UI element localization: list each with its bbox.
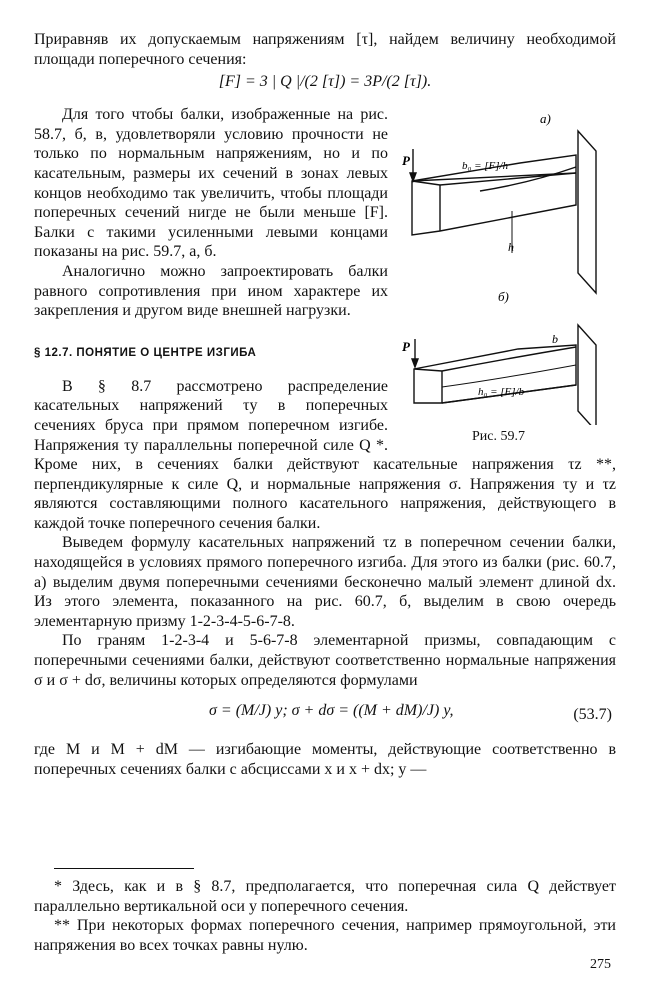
label-a: а) <box>540 111 551 127</box>
intro-paragraph: Приравняв их допускаемым напряжениям [τ], найдем величину необходимой площади поперечного сечения: <box>34 31 616 68</box>
figure-59-7 <box>400 103 618 448</box>
beams-paragraph-text: Для того чтобы балки, изображенные на рис. 58.7, б, в, удовлетворяли условию прочности не только по нормальным напряжениям, но и по касательным, размеры их сечений в зонах левых концов необходимо так увеличить, чтобы площади поперечных сечений нигде не были меньше [F]. Балки с такими усиленными левыми концами показаны на рис. 59.7, а, б. <box>34 106 388 261</box>
similar-paragraph: Аналогично можно запроектировать балки равного сопротивления при ином характере их закрепления и другом виде внешней нагрузки. <box>34 262 388 320</box>
dim-h0: h₀ = [F]/b <box>478 386 525 399</box>
dim-b: b <box>552 332 558 347</box>
equation-number: (53.7) <box>573 706 612 724</box>
footnote-2: ** При некоторых формах поперечного сечения, например прямоугольной, эти напряжения во всех точках равны нулю. <box>34 917 616 954</box>
dim-b0: b₀ = [F]/h <box>462 160 509 173</box>
equation-53-7 <box>34 698 616 734</box>
wall-b <box>578 325 596 425</box>
beam-figure-drawing <box>400 103 618 425</box>
section-paragraph: В § 8.7 рассмотрено распределение касательных напряжений τy в поперечных сечениях бруса при прямом поперечном изгибе. Напряжения τy параллельны поперечной силе Q *. Кроме них, в сечениях балки действуют касательные напряжения τz **, перпендикулярные к силе Q, и нормальные напряжения σ. Напряжения τy и τz являются составляющими полного касательного напряжения, действующего в каждой точке поперечного сечения балки. <box>34 377 616 532</box>
footnotes <box>34 868 616 955</box>
where-paragraph: где M и M + dM — изгибающие моменты, действующие соответственно в поперечных сечениях балки с абсциссами x и x + dx; y — <box>34 741 616 778</box>
label-b: б) <box>498 289 509 305</box>
faces-paragraph: По граням 1-2-3-4 и 5-6-7-8 элементарной призмы, совпадающим с поперечными сечениями балки, действуют соответственно нормальные напряжения σ и σ + dσ, величины которых определяются формулами <box>34 632 616 689</box>
equation-body: σ = (M/J) y; σ + dσ = ((M + dM)/J) y, <box>209 702 454 720</box>
page-number: 275 <box>590 957 611 972</box>
section-heading: § 12.7. ПОНЯТИЕ О ЦЕНТРЕ ИЗГИБА <box>34 346 257 359</box>
figure-caption: Рис. 59.7 <box>472 429 525 445</box>
area-formula: [F] = 3 | Q |/(2 [τ]) = 3P/(2 [τ]). <box>218 73 432 91</box>
wall-a <box>578 131 596 293</box>
footnote-1: * Здесь, как и в § 8.7, предполагается, что поперечная сила Q действует параллельно вертикальной оси y поперечного сечения. <box>34 878 616 915</box>
force-label-a: P <box>402 153 410 169</box>
page-body <box>34 30 616 779</box>
dim-h: h <box>508 240 514 255</box>
footnote-rule <box>54 868 194 869</box>
force-label-b: P <box>402 339 410 355</box>
derive-paragraph: Выведем формулу касательных напряжений τz в поперечном сечении балки, находящейся в условиях прямого поперечного изгиба. Для этого из балки (рис. 60.7, а) выделим двумя поперечными сечениями бесконечно малый элемент длиной dx. Из этого элемента, показанного на рис. 60.7, б, выделим в свою очередь элементарную призму 1-2-3-4-5-6-7-8. <box>34 534 616 630</box>
